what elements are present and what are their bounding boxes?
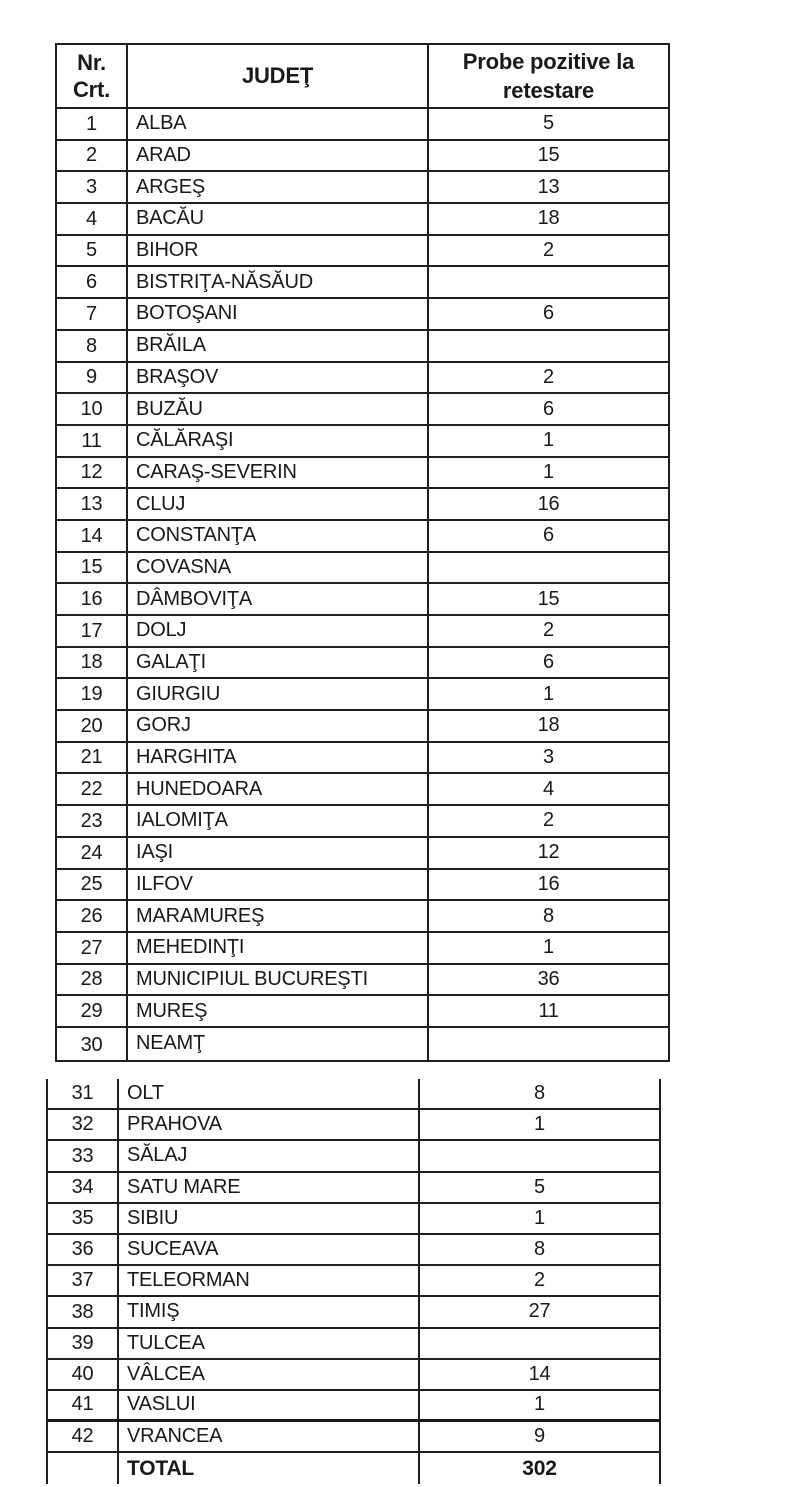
value-cell: 12 — [537, 841, 560, 864]
value-cell: 6 — [543, 302, 554, 325]
row-number-cell: 4 — [57, 204, 128, 234]
row-number-cell: 32 — [48, 1110, 119, 1139]
table-row — [48, 1422, 659, 1453]
table-row — [57, 363, 668, 395]
table-row — [57, 299, 668, 331]
county-name-cell: TIMIŞ — [119, 1297, 420, 1326]
county-name-cell: SUCEAVA — [119, 1235, 420, 1264]
county-name-cell: BUZĂU — [128, 394, 429, 424]
value-cell: 4 — [543, 777, 554, 800]
row-number-cell: 23 — [57, 806, 128, 836]
row-number-cell: 10 — [57, 394, 128, 424]
table-row — [57, 648, 668, 680]
row-number-cell: 16 — [57, 584, 128, 614]
county-name-cell: BOTOŞANI — [128, 299, 429, 329]
value-cell: 1 — [543, 429, 554, 452]
table-row — [57, 267, 668, 299]
row-number-cell: 20 — [57, 711, 128, 741]
row-number-cell: 6 — [57, 267, 128, 297]
table-row — [57, 711, 668, 743]
value-cell: 6 — [543, 397, 554, 420]
county-name-cell: TELEORMAN — [119, 1266, 420, 1295]
row-number-cell: 2 — [57, 141, 128, 171]
county-name-cell: MEHEDINŢI — [128, 933, 429, 963]
table-row — [48, 1235, 659, 1266]
value-cell: 1 — [534, 1206, 545, 1229]
county-name-cell: BACĂU — [128, 204, 429, 234]
value-cell: 16 — [537, 872, 560, 895]
row-number-cell: 28 — [57, 965, 128, 995]
value-cell — [420, 1141, 659, 1170]
table-row — [57, 679, 668, 711]
table-row — [48, 1141, 659, 1172]
county-name-cell: CLUJ — [128, 489, 429, 519]
table-row — [48, 1173, 659, 1204]
row-number-cell: 41 — [48, 1391, 119, 1419]
county-name-cell: SĂLAJ — [119, 1141, 420, 1170]
value-cell: 2 — [534, 1269, 545, 1292]
table-row — [57, 870, 668, 902]
table-row — [57, 774, 668, 806]
table-row — [48, 1297, 659, 1328]
table-row — [48, 1110, 659, 1141]
row-number-cell: 29 — [57, 996, 128, 1026]
value-cell: 2 — [543, 809, 554, 832]
row-number-cell: 33 — [48, 1141, 119, 1170]
county-name-cell: ALBA — [128, 109, 429, 139]
row-number-cell: 40 — [48, 1360, 119, 1389]
total-empty-cell — [48, 1453, 119, 1484]
table-row — [57, 236, 668, 268]
row-number-cell: 38 — [48, 1297, 119, 1326]
value-cell: 6 — [543, 524, 554, 547]
table-row — [48, 1391, 659, 1422]
value-cell: 6 — [543, 651, 554, 674]
table-row — [57, 553, 668, 585]
table-row — [48, 1360, 659, 1391]
county-name-cell: IALOMIŢA — [128, 806, 429, 836]
county-name-cell: VRANCEA — [119, 1422, 420, 1451]
value-cell: 14 — [528, 1362, 551, 1385]
county-name-cell: COVASNA — [128, 553, 429, 583]
row-number-cell: 12 — [57, 458, 128, 488]
row-number-cell: 26 — [57, 901, 128, 931]
table-row — [57, 806, 668, 838]
table-row — [57, 996, 668, 1028]
table-row — [57, 521, 668, 553]
county-name-cell: MARAMUREŞ — [128, 901, 429, 931]
value-cell: 8 — [543, 904, 554, 927]
county-name-cell: GIURGIU — [128, 679, 429, 709]
row-number-cell: 42 — [48, 1422, 119, 1451]
county-name-cell: VASLUI — [119, 1391, 420, 1419]
county-name-cell: BRAŞOV — [128, 363, 429, 393]
county-name-cell: IAŞI — [128, 838, 429, 868]
row-number-cell: 30 — [57, 1028, 128, 1060]
row-number-cell: 35 — [48, 1204, 119, 1233]
row-number-cell: 24 — [57, 838, 128, 868]
value-cell: 2 — [543, 619, 554, 642]
row-number-cell: 14 — [57, 521, 128, 551]
table-body-part2 — [48, 1079, 659, 1453]
county-name-cell: ARGEŞ — [128, 172, 429, 202]
row-number-cell: 21 — [57, 743, 128, 773]
table-row — [57, 489, 668, 521]
county-name-cell: ARAD — [128, 141, 429, 171]
county-name-cell: HARGHITA — [128, 743, 429, 773]
table-row — [57, 584, 668, 616]
value-cell: 13 — [537, 175, 560, 198]
county-name-cell: VÂLCEA — [119, 1360, 420, 1389]
row-number-cell: 7 — [57, 299, 128, 329]
row-number-cell: 18 — [57, 648, 128, 678]
row-number-cell: 19 — [57, 679, 128, 709]
table-row — [57, 172, 668, 204]
county-name-cell: OLT — [119, 1079, 420, 1108]
total-label: TOTAL — [119, 1453, 420, 1484]
table-row — [57, 965, 668, 997]
county-name-cell: GORJ — [128, 711, 429, 741]
county-name-cell: SIBIU — [119, 1204, 420, 1233]
value-cell: 8 — [534, 1238, 545, 1261]
table-row — [57, 331, 668, 363]
table-row — [57, 838, 668, 870]
county-name-cell: PRAHOVA — [119, 1110, 420, 1139]
row-number-cell: 9 — [57, 363, 128, 393]
value-cell: 11 — [538, 999, 559, 1022]
table-header-row — [57, 45, 668, 109]
value-cell: 1 — [543, 936, 554, 959]
table-row — [57, 1028, 668, 1060]
row-number-cell: 39 — [48, 1329, 119, 1358]
county-name-cell: BRĂILA — [128, 331, 429, 361]
table-row — [48, 1266, 659, 1297]
total-value: 302 — [522, 1456, 557, 1480]
county-name-cell: CONSTANŢA — [128, 521, 429, 551]
row-number-cell: 36 — [48, 1235, 119, 1264]
table-row — [57, 394, 668, 426]
table-row — [57, 743, 668, 775]
table-row — [48, 1204, 659, 1235]
county-name-cell: BIHOR — [128, 236, 429, 266]
value-cell — [429, 267, 668, 297]
counties-table-part2 — [46, 1079, 661, 1484]
value-cell: 2 — [543, 365, 554, 388]
value-cell: 5 — [543, 112, 554, 135]
table-row — [57, 458, 668, 490]
table-row — [48, 1329, 659, 1360]
table-body-part1 — [57, 109, 668, 1060]
row-number-cell: 25 — [57, 870, 128, 900]
table-row — [57, 204, 668, 236]
table-row — [57, 426, 668, 458]
total-row — [48, 1453, 659, 1484]
row-number-cell: 5 — [57, 236, 128, 266]
value-cell — [420, 1329, 659, 1358]
header-judet: JUDEŢ — [128, 45, 429, 107]
row-number-cell: 3 — [57, 172, 128, 202]
value-cell: 18 — [537, 714, 560, 737]
county-name-cell: GALAŢI — [128, 648, 429, 678]
value-cell: 1 — [534, 1113, 545, 1136]
county-name-cell: DOLJ — [128, 616, 429, 646]
value-cell: 15 — [537, 144, 560, 167]
county-name-cell: MUREŞ — [128, 996, 429, 1026]
row-number-cell: 31 — [48, 1079, 119, 1108]
county-name-cell: CARAŞ-SEVERIN — [128, 458, 429, 488]
row-number-cell: 1 — [57, 109, 128, 139]
row-number-cell: 17 — [57, 616, 128, 646]
value-cell: 2 — [543, 239, 554, 262]
value-cell — [429, 1028, 668, 1060]
value-cell — [429, 331, 668, 361]
county-name-cell: BISTRIŢA-NĂSĂUD — [128, 267, 429, 297]
county-name-cell: SATU MARE — [119, 1173, 420, 1202]
value-cell: 8 — [534, 1082, 545, 1105]
table-row — [57, 141, 668, 173]
table-row — [48, 1079, 659, 1110]
county-name-cell: CĂLĂRAŞI — [128, 426, 429, 456]
value-cell: 27 — [528, 1300, 551, 1323]
value-cell: 1 — [534, 1393, 545, 1416]
county-name-cell: HUNEDOARA — [128, 774, 429, 804]
row-number-cell: 8 — [57, 331, 128, 361]
county-name-cell: NEAMŢ — [128, 1028, 429, 1060]
value-cell: 18 — [537, 207, 560, 230]
row-number-cell: 15 — [57, 553, 128, 583]
row-number-cell: 22 — [57, 774, 128, 804]
header-probe-pozitive: Probe pozitive la retestare — [462, 49, 635, 103]
county-name-cell: MUNICIPIUL BUCUREŞTI — [128, 965, 429, 995]
value-cell: 5 — [534, 1175, 545, 1198]
table-row — [57, 933, 668, 965]
value-cell: 9 — [534, 1425, 545, 1448]
row-number-cell: 13 — [57, 489, 128, 519]
county-name-cell: DÂMBOVIŢA — [128, 584, 429, 614]
row-number-cell: 27 — [57, 933, 128, 963]
value-cell: 1 — [543, 682, 554, 705]
row-number-cell: 34 — [48, 1173, 119, 1202]
value-cell: 16 — [537, 492, 560, 515]
table-row — [57, 616, 668, 648]
table-row — [57, 901, 668, 933]
value-cell: 3 — [543, 746, 554, 769]
row-number-cell: 37 — [48, 1266, 119, 1295]
counties-table-part1 — [55, 43, 670, 1062]
table-row — [57, 109, 668, 141]
header-nr-crt: Nr. Crt. — [57, 45, 128, 107]
county-name-cell: TULCEA — [119, 1329, 420, 1358]
value-cell: 15 — [537, 587, 560, 610]
value-cell — [429, 553, 668, 583]
value-cell: 36 — [537, 967, 560, 990]
county-name-cell: ILFOV — [128, 870, 429, 900]
value-cell: 1 — [543, 460, 554, 483]
row-number-cell: 11 — [57, 426, 128, 456]
